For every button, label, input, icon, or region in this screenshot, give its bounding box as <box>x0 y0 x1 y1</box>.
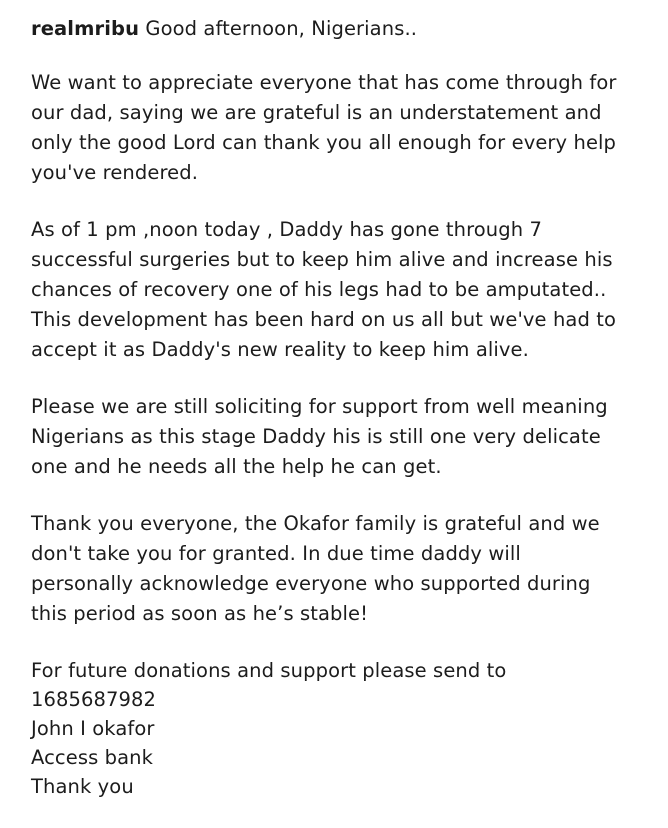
bank-name: Access bank <box>31 746 154 769</box>
username-link[interactable]: realmribu <box>31 17 140 40</box>
caption-header <box>31 14 655 44</box>
text-line: don't take you for granted. In due time daddy will <box>31 542 521 565</box>
text-line: one and he needs all the help he can get. <box>31 455 442 478</box>
closing-text: Thank you <box>31 775 134 798</box>
paragraph-update <box>31 215 655 365</box>
text-line: successful surgeries but to keep him alive and increase his <box>31 248 613 271</box>
text-line: personally acknowledge everyone who supported during <box>31 572 591 595</box>
text-line: chances of recovery one of his legs had to be amputated.. <box>31 278 607 301</box>
greeting-text: Good afternoon, Nigerians.. <box>145 17 418 40</box>
post-caption <box>31 14 655 828</box>
donation-intro: For future donations and support please send to <box>31 659 507 682</box>
donation-details <box>31 656 655 801</box>
account-name: John I okafor <box>31 717 155 740</box>
text-line: only the good Lord can thank you all enough for every help <box>31 131 617 154</box>
paragraph-appreciation <box>31 68 655 188</box>
text-line: As of 1 pm ,noon today , Daddy has gone through 7 <box>31 218 542 241</box>
paragraph-support-request <box>31 392 655 482</box>
text-line: We want to appreciate everyone that has come through for <box>31 71 617 94</box>
paragraph-thanks <box>31 509 655 629</box>
text-line: you've rendered. <box>31 161 199 184</box>
text-line: this period as soon as he’s stable! <box>31 602 369 625</box>
text-line: Thank you everyone, the Okafor family is grateful and we <box>31 512 600 535</box>
account-number: 1685687982 <box>31 688 157 711</box>
text-line: Nigerians as this stage Daddy his is still one very delicate <box>31 425 601 448</box>
text-line: accept it as Daddy's new reality to keep him alive. <box>31 338 529 361</box>
text-line: This development has been hard on us all but we've had to <box>31 308 617 331</box>
text-line: our dad, saying we are grateful is an understatement and <box>31 101 602 124</box>
text-line: Please we are still soliciting for support from well meaning <box>31 395 608 418</box>
